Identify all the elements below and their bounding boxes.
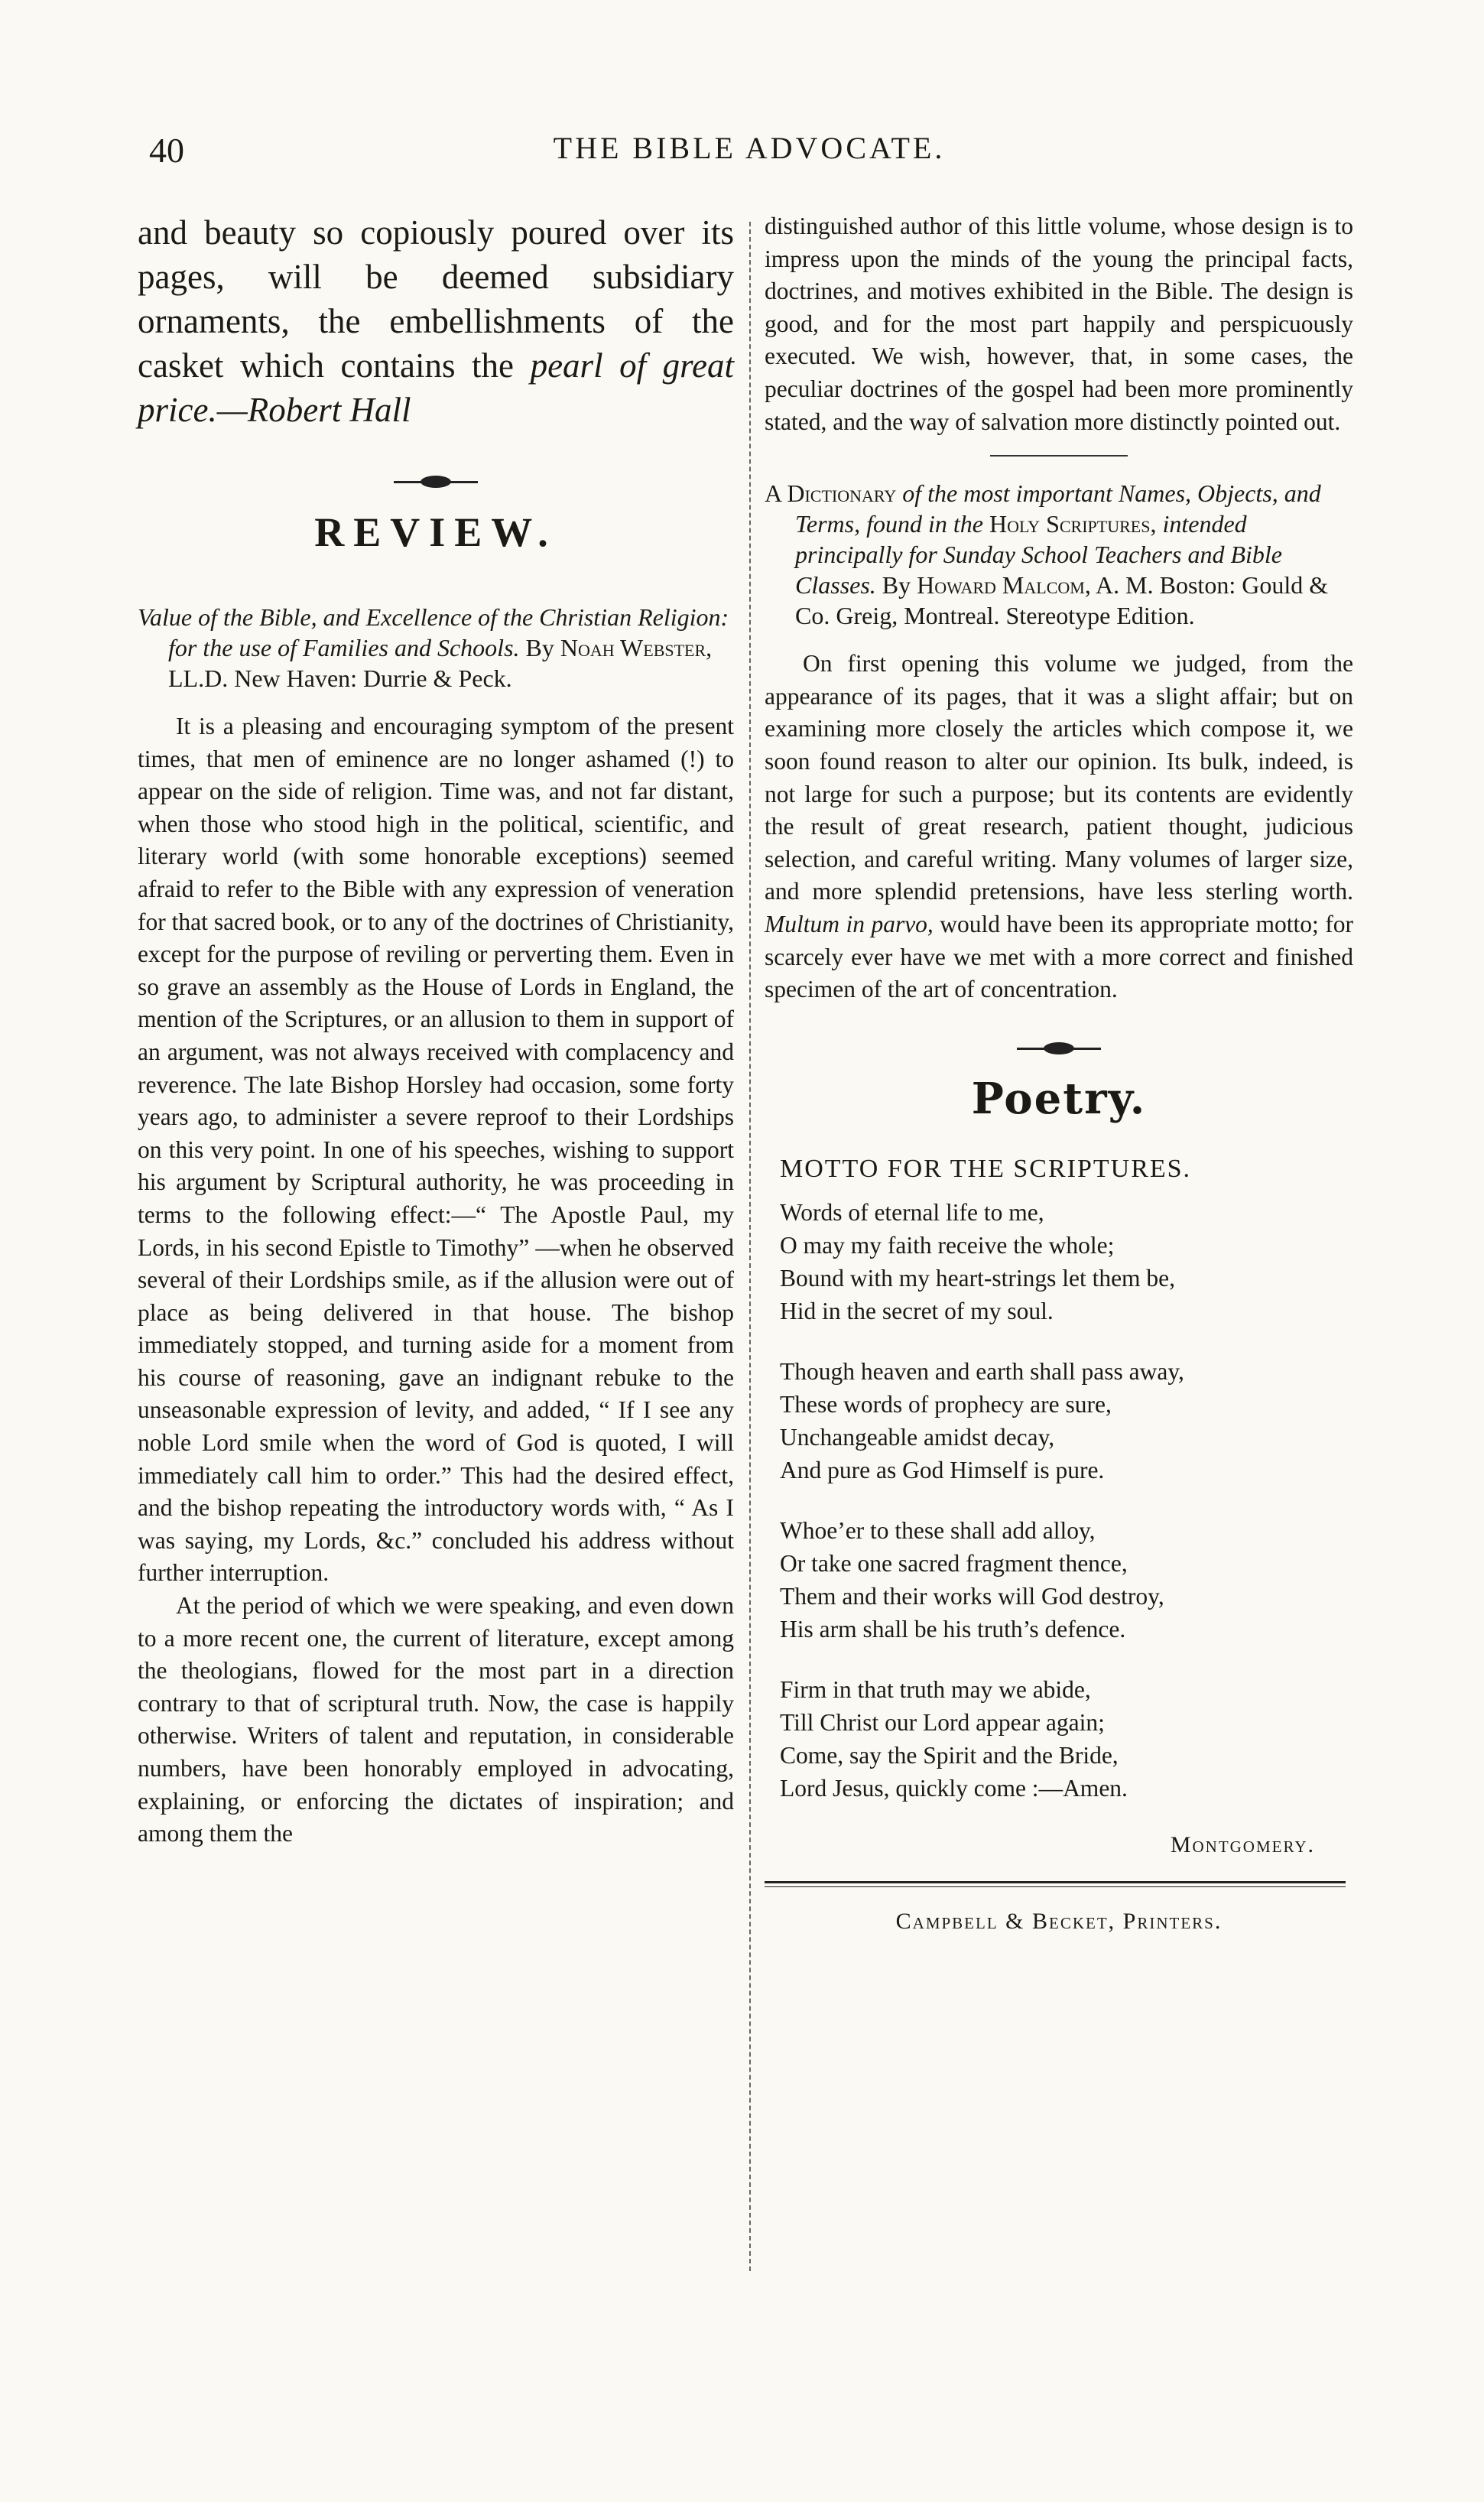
poem-stanza-4 bbox=[780, 1673, 1353, 1805]
review-continuation: distinguished author of this little volume, whose design is to impress upon the minds of the young the principal facts, doctrines, and motives exhibited in the Bible. The design is good, and for the most part happily and perspicuously executed. We wish, however, that, in some cases, the peculiar doctrines of the gospel had been more prominently stated, and the way of salvation more distinctly pointed out. bbox=[765, 213, 1353, 435]
review-book-author: Noah Webster, LL.D. bbox=[168, 634, 713, 692]
poem-line: Whoe’er to these shall add alloy, bbox=[780, 1516, 1096, 1544]
poem-line: And pure as God Himself is pure. bbox=[780, 1456, 1105, 1483]
section-title-poetry: Poetry. bbox=[971, 1073, 1147, 1124]
poem-line: O may my faith receive the whole; bbox=[780, 1231, 1115, 1259]
poem-line: His arm shall be his truth’s defence. bbox=[780, 1615, 1126, 1643]
poem-line: Unchangeable amidst decay, bbox=[780, 1423, 1055, 1451]
poem-line: These words of prophecy are sure, bbox=[780, 1390, 1112, 1418]
left-column bbox=[138, 210, 734, 1851]
poem-line: Though heaven and earth shall pass away, bbox=[780, 1357, 1184, 1385]
printers-imprint: Campbell & Becket, Printers. bbox=[895, 1908, 1223, 1934]
ornament-divider bbox=[138, 470, 734, 493]
poem-stanza-1 bbox=[780, 1196, 1353, 1327]
review2-book-publisher: Boston: Gould & Co. Greig, Montreal. Stereotype Edition. bbox=[795, 571, 1329, 630]
poem-stanza-3 bbox=[780, 1514, 1353, 1646]
footer-rule bbox=[765, 1881, 1346, 1887]
quote-continuation bbox=[138, 210, 734, 432]
review-book-heading: Value of the Bible, and Excellence of the Christian Religion: for the use of Families and Schools. By Noah Webster, LL.D. New Haven: Durrie & Peck. bbox=[138, 603, 729, 692]
poem-line: Words of eternal life to me, bbox=[780, 1198, 1044, 1226]
review2-book-heading: A Dictionary of the most important Names, Objects, and Terms, found in the Holy Scriptures, intended principally for Sunday School Teachers and Bible Classes. By Howard Malcom, A. M. Boston: Gould & Co. Greig, Montreal. Stereotype Edition. bbox=[765, 479, 1329, 630]
ornament-divider bbox=[765, 1037, 1353, 1060]
review2-book-author: Howard Malcom, A. M. bbox=[917, 571, 1154, 600]
right-column bbox=[765, 210, 1353, 1935]
running-title: THE BIBLE ADVOCATE. bbox=[553, 131, 946, 165]
review-book-publisher: New Haven: Durrie & Peck. bbox=[234, 664, 512, 692]
poem-line: Or take one sacred fragment thence, bbox=[780, 1549, 1128, 1577]
poem-line: Them and their works will God destroy, bbox=[780, 1582, 1164, 1610]
review-paragraph-2: At the period of which we were speaking, and even down to a more recent one, the current of literature, except among the theologians, flowed for the most part in a direction contrary to that of scriptural truth. Now, the case is happily otherwise. Writers of talent and reputation, in considerable numbers, have been honorably employed in advocating, explaining, or enforcing the dictates of inspiration; and among them the bbox=[138, 1592, 734, 1847]
review-paragraph-1: It is a pleasing and encouraging symptom of the present times, that men of eminence are no longer ashamed (!) to appear on the side of religion. Time was, and not far distant, when those who stood high in the political, scientific, and literary world (with some honorable exceptions) seemed afraid to refer to the Bible with any expression of veneration for that sacred book, or to any of the doctrines of Christianity, except for the purpose of reviling or perverting them. Even in so grave an assembly as the House of Lords in England, the mention of the Scriptures, or an allusion to them in support of an argument, was not always received with complacency and reverence. The late Bishop Horsley had occasion, some forty years ago, to administer a severe reproof to their Lordships on this very point. In one of his speeches, wishing to support his argument by Scriptural authority, he was proceeding in terms to the following effect:—“ The Apostle Paul, my Lords, in his second Epistle to Timothy” —when he observed several of their Lordships smile, as if the allusion were out of place as being delivered in that house. The bishop immediately stopped, and turning aside for a moment from his course of reasoning, gave an indignant rebuke to the unseasonable expression of levity, and added, “ If I see any noble Lord smile when the word of God is quoted, I will immediately call him to order.” This had the desired effect, and the bishop repeating the introductory words with, “ As I was saying, my Lords, &c.” concluded his address without further interruption. bbox=[138, 713, 734, 1587]
short-rule bbox=[990, 455, 1128, 457]
page-number: 40 bbox=[149, 131, 184, 170]
poem-line: Hid in the secret of my soul. bbox=[780, 1297, 1054, 1324]
quote-attribution: —Robert Hall bbox=[216, 391, 411, 429]
poem-line: Come, say the Spirit and the Bride, bbox=[780, 1741, 1119, 1769]
poem-author: Montgomery. bbox=[1170, 1831, 1315, 1857]
poem-line: Firm in that truth may we abide, bbox=[780, 1675, 1091, 1703]
poem-line: Bound with my heart-strings let them be, bbox=[780, 1264, 1176, 1292]
section-title-review: REVIEW. bbox=[314, 509, 557, 555]
review-book-title: Value of the Bible, and Excellence of the Christian Religion: for the use of Families and Schools. bbox=[138, 603, 729, 661]
poem-line: Lord Jesus, quickly come :—Amen. bbox=[780, 1774, 1128, 1802]
column-divider bbox=[749, 222, 751, 2271]
poem-title: MOTTO FOR THE SCRIPTURES. bbox=[780, 1154, 1192, 1183]
review2-paragraph: On first opening this volume we judged, from the appearance of its pages, that it was a slight affair; but on examining more closely the articles which compose it, we soon found reason to alter our opinion. Its bulk, indeed, is not large for such a purpose; but its contents are evidently the result of great research, patient thought, judicious selection, and careful writing. Many volumes of larger size, and more splendid pretensions, have less sterling worth. Multum in parvo, would have been its appropriate motto; for scarcely ever have we met with a more correct and finished specimen of the art of concentration. bbox=[765, 650, 1354, 1003]
page-header bbox=[149, 130, 1349, 184]
poem-line: Till Christ our Lord appear again; bbox=[780, 1708, 1105, 1736]
poem-stanza-2 bbox=[780, 1355, 1353, 1487]
quote-italic: pearl of great price. bbox=[138, 346, 734, 429]
quote-text: and beauty so copiously poured over its pages, will be deemed subsidiary ornaments, the embellishments of the casket which contains the bbox=[138, 213, 734, 385]
